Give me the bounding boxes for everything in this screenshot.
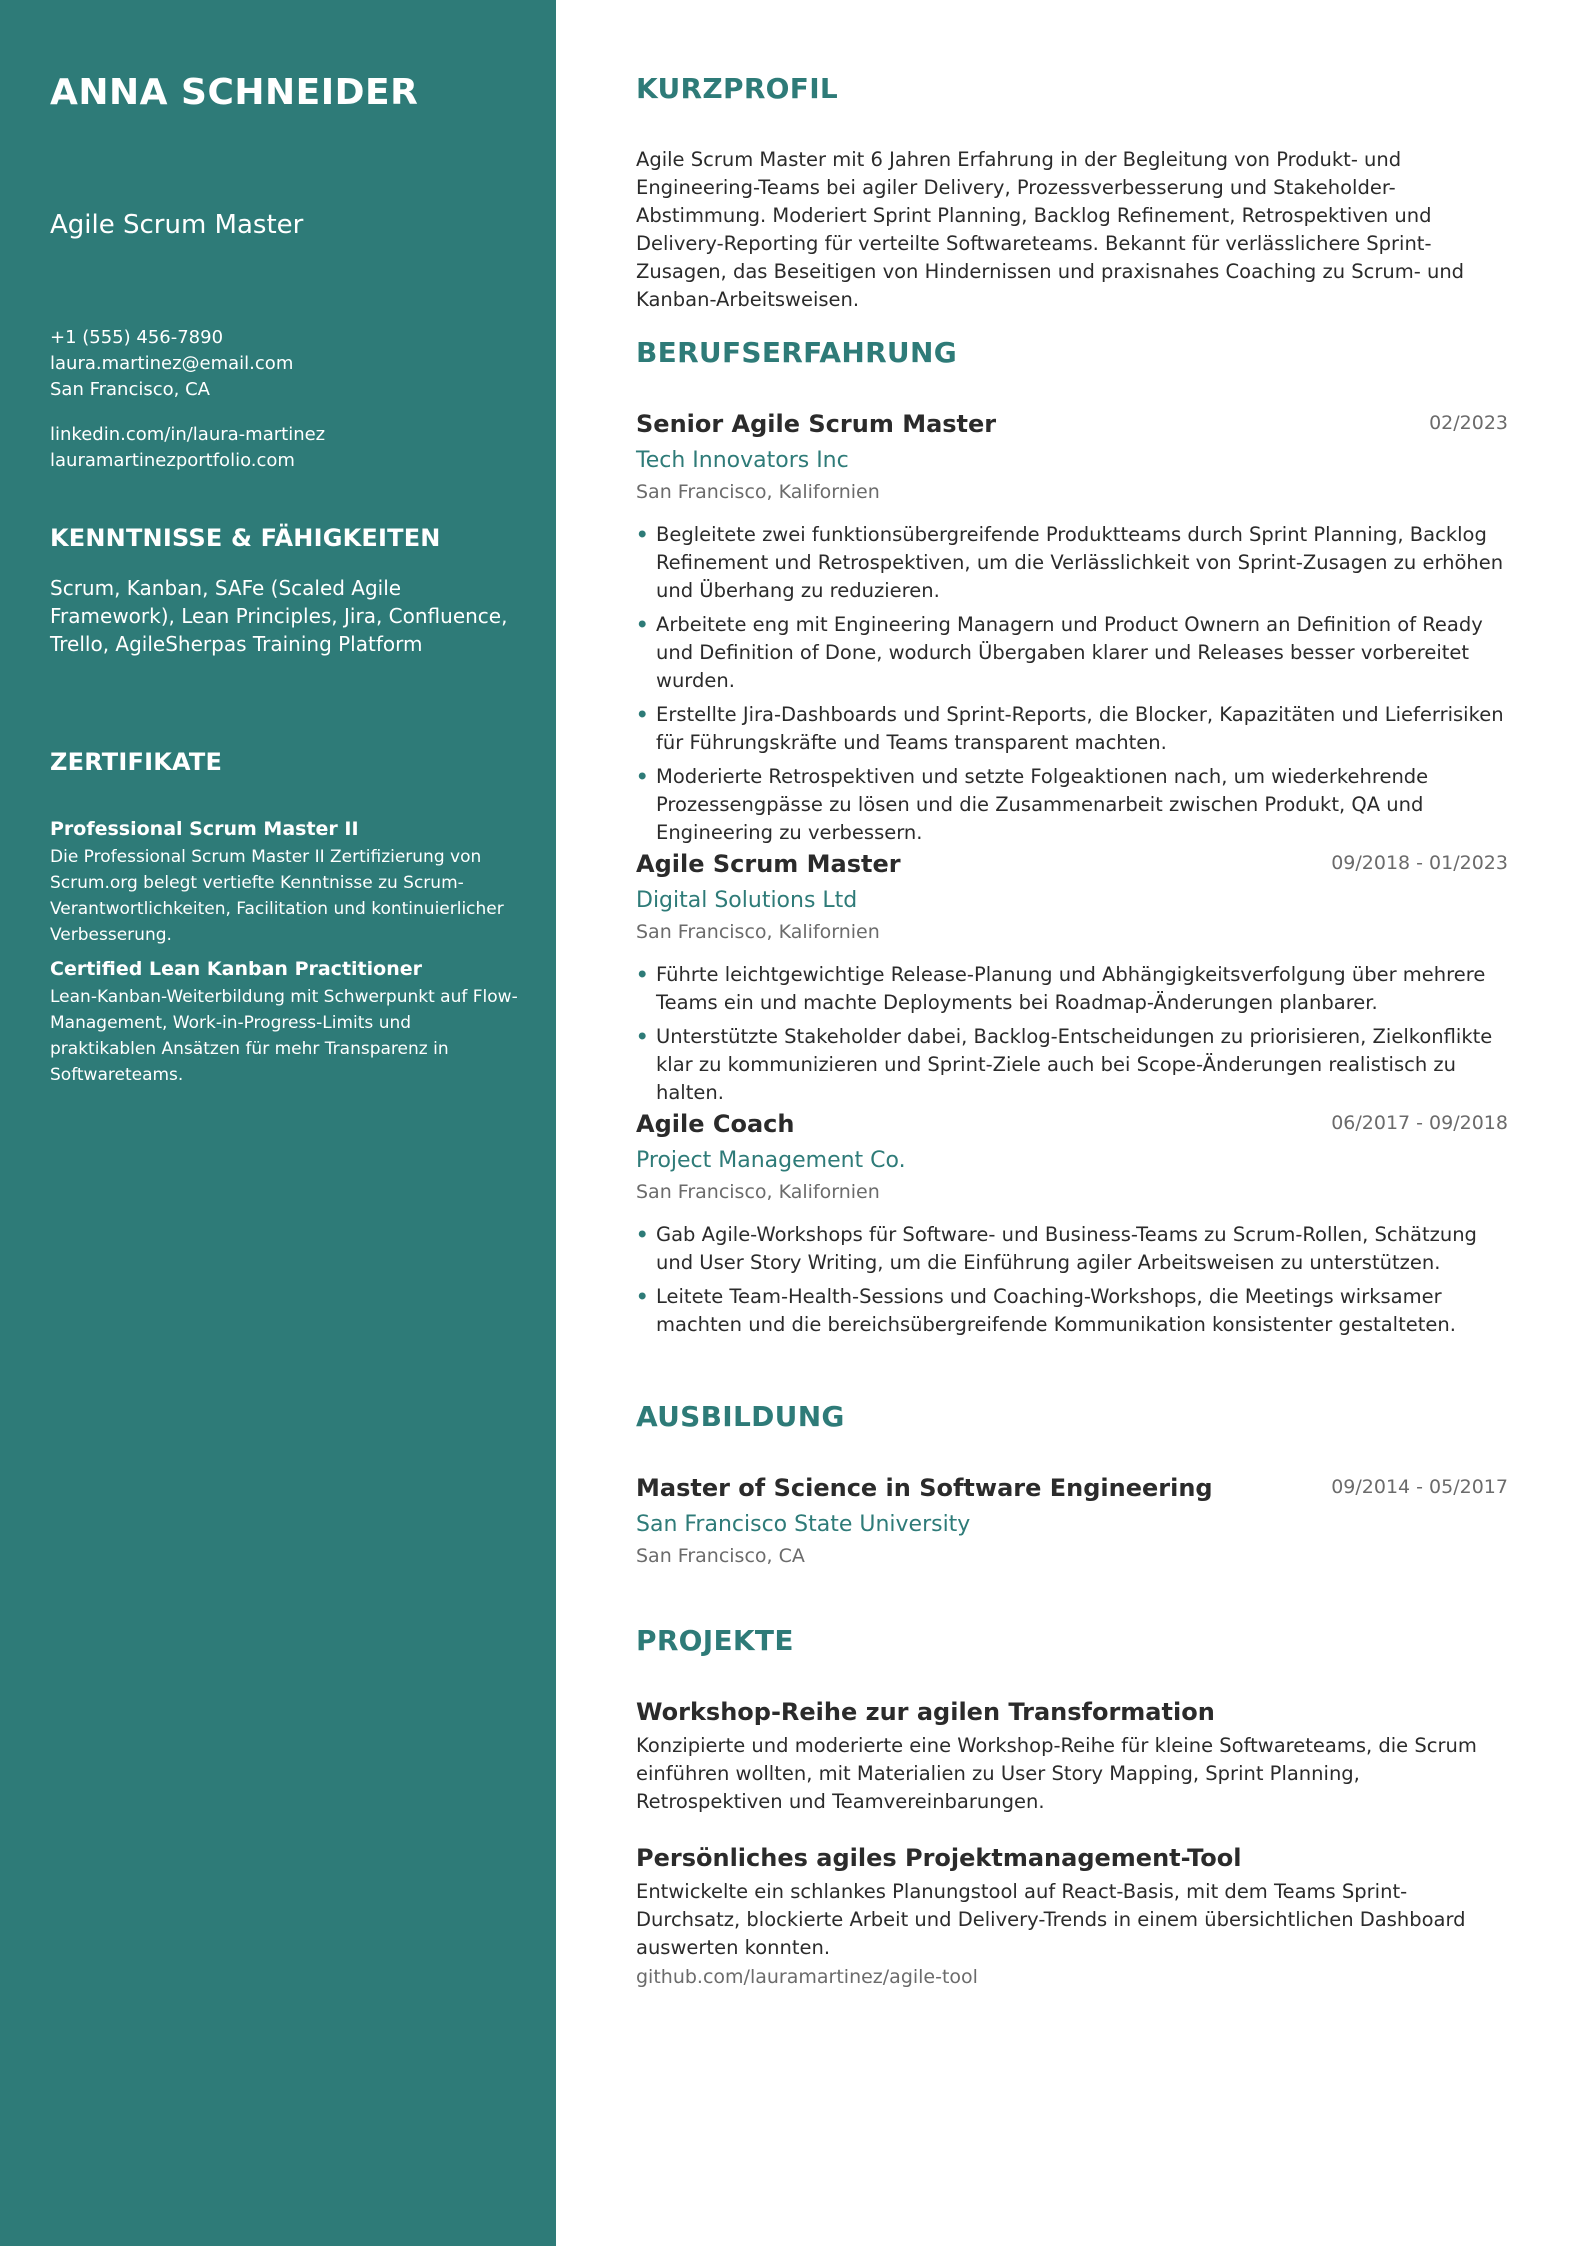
bullet-item [636,1283,1508,1339]
candidate-name: ANNA SCHNEIDER [50,72,419,113]
profile-text: Agile Scrum Master mit 6 Jahren Erfahrung in der Begleitung von Produkt- und Engineering-Teams bei agiler Delivery, Prozessverbesserung und Stakeholder-Abstimmung. Moderiert Sprint Planning, Backlog Refinement, Retrospektiven und Delivery-Reporting für verteilte Softwareteams. Bekannt für verlässlichere Sprint-Zusagen, das Beseitigen von Hindernissen und praxisnahes Coaching zu Scrum- und Kanban-Arbeitsweisen. [636,148,1465,311]
cert-description: Lean-Kanban-Weiterbildung mit Schwerpunkt auf Flow-Management, Work-in-Progress-Limits und praktikablen Ansätzen für mehr Transparenz in Softwareteams. [50,987,518,1085]
bullet-text: Leitete Team-Health-Sessions und Coaching-Workshops, die Meetings wirksamer machten und die bereichsübergreifende Kommunikation konsistenter gestalteten. [656,1285,1456,1336]
bullet-icon: • [636,765,649,788]
sidebar [0,0,556,2246]
contact-info [50,325,293,403]
education-heading: AUSBILDUNG [636,1400,845,1433]
company-name: Tech Innovators Inc [636,448,849,473]
bullet-text: Arbeitete eng mit Engineering Managern und Product Ownern an Definition of Ready und Definition of Done, wodurch Übergaben klarer und Releases besser vorbereitet wurden. [656,613,1483,692]
job-title: Senior Agile Scrum Master [636,410,997,438]
bullet-icon: • [636,523,649,546]
job-entry [636,410,1508,853]
bullet-item [636,701,1508,757]
bullet-icon: • [636,1223,649,1246]
bullet-item [636,521,1508,605]
job-date: 06/2017 - 09/2018 [1331,1112,1508,1134]
cert-description: Die Professional Scrum Master II Zertifizierung von Scrum.org belegt vertiefte Kenntnisse zu Scrum-Verantwortlichkeiten, Facilitation und kontinuierlicher Verbesserung. [50,847,504,945]
project-title: Workshop-Reihe zur agilen Transformation [636,1698,1215,1726]
job-date: 09/2018 - 01/2023 [1331,852,1508,874]
bullet-icon: • [636,1285,649,1308]
job-title: Agile Coach [636,1110,795,1138]
portfolio-link[interactable]: lauramartinezportfolio.com [50,450,295,471]
bullet-icon: • [636,1025,649,1048]
job-date: 02/2023 [1429,412,1508,434]
education-entry [636,1474,1508,1567]
job-bullets [636,521,1508,847]
cert-item [50,958,520,1088]
job-bullets [636,961,1508,1107]
bullet-item [636,1023,1508,1107]
candidate-title: Agile Scrum Master [50,210,304,240]
school-location: San Francisco, CA [636,1545,805,1567]
company-name: Project Management Co. [636,1148,906,1173]
bullet-icon: • [636,613,649,636]
bullet-text: Unterstützte Stakeholder dabei, Backlog-Entscheidungen zu priorisieren, Zielkonflikte klar zu kommunizieren und Sprint-Ziele auch bei Scope-Änderungen realistisch zu halten. [656,1025,1493,1104]
job-bullets [636,1221,1508,1339]
certs-heading: ZERTIFIKATE [50,748,223,776]
bullet-item [636,1221,1508,1277]
job-entry [636,1110,1508,1345]
job-location: San Francisco, Kalifornien [636,481,880,503]
bullet-item [636,763,1508,847]
certs-list [50,818,520,1098]
project-description: Entwickelte ein schlankes Planungstool auf React-Basis, mit dem Teams Sprint-Durchsatz, blockierte Arbeit und Delivery-Trends in einem übersichtlichen Dashboard auswerten konnten. [636,1880,1466,1959]
skills-text: Scrum, Kanban, SAFe (Scaled Agile Framework), Lean Principles, Jira, Confluence, Trello, AgileSherpas Training Platform [50,576,508,656]
projects-heading: PROJEKTE [636,1624,794,1657]
education-date: 09/2014 - 05/2017 [1331,1476,1508,1498]
bullet-icon: • [636,703,649,726]
job-location: San Francisco, Kalifornien [636,921,880,943]
bullet-item [636,611,1508,695]
profile-heading: KURZPROFIL [636,72,839,105]
cert-title: Certified Lean Kanban Practitioner [50,958,422,980]
job-location: San Francisco, Kalifornien [636,1181,880,1203]
degree-title: Master of Science in Software Engineering [636,1474,1213,1502]
company-name: Digital Solutions Ltd [636,888,858,913]
bullet-text: Gab Agile-Workshops für Software- und Business-Teams zu Scrum-Rollen, Schätzung und User Story Writing, um die Einführung agiler Arbeitsweisen zu unterstützen. [656,1223,1477,1274]
bullet-text: Führte leichtgewichtige Release-Planung und Abhängigkeitsverfolgung über mehrere Teams ein und machte Deployments bei Roadmap-Änderungen planbarer. [656,963,1486,1014]
job-title: Agile Scrum Master [636,850,901,878]
linkedin-link[interactable]: linkedin.com/in/laura-martinez [50,424,326,445]
project-title: Persönliches agiles Projektmanagement-Tool [636,1844,1242,1872]
cert-title: Professional Scrum Master II [50,818,359,840]
skills-heading: KENNTNISSE & FÄHIGKEITEN [50,524,441,552]
project-description: Konzipierte und moderierte eine Workshop-Reihe für kleine Softwareteams, die Scrum einführen wollten, mit Materialien zu User Story Mapping, Sprint Planning, Retrospektiven und Teamvereinbarungen. [636,1734,1477,1813]
bullet-text: Begleitete zwei funktionsübergreifende Produktteams durch Sprint Planning, Backlog Refinement und Retrospektiven, um die Verlässlichkeit von Sprint-Zusagen zu erhöhen und Überhang zu reduzieren. [656,523,1504,602]
bullet-text: Erstellte Jira-Dashboards und Sprint-Reports, die Blocker, Kapazitäten und Lieferrisiken für Führungskräfte und Teams transparent machten. [656,703,1504,754]
project-item [636,1698,1508,1816]
profile-links [50,422,325,474]
email-link[interactable]: laura.martinez@email.com [50,353,294,374]
bullet-icon: • [636,963,649,986]
location-text: San Francisco, CA [50,379,210,400]
job-entry [636,850,1508,1113]
cert-item [50,818,520,948]
bullet-text: Moderierte Retrospektiven und setzte Folgeaktionen nach, um wiederkehrende Prozessengpässe zu lösen und die Zusammenarbeit zwischen Produkt, QA und Engineering zu verbessern. [656,765,1429,844]
phone-text: +1 (555) 456-7890 [50,327,224,348]
bullet-item [636,961,1508,1017]
school-name: San Francisco State University [636,1512,971,1537]
project-link[interactable]: github.com/lauramartinez/agile-tool [636,1966,978,1988]
project-item [636,1844,1508,1988]
experience-heading: BERUFSERFAHRUNG [636,336,957,369]
